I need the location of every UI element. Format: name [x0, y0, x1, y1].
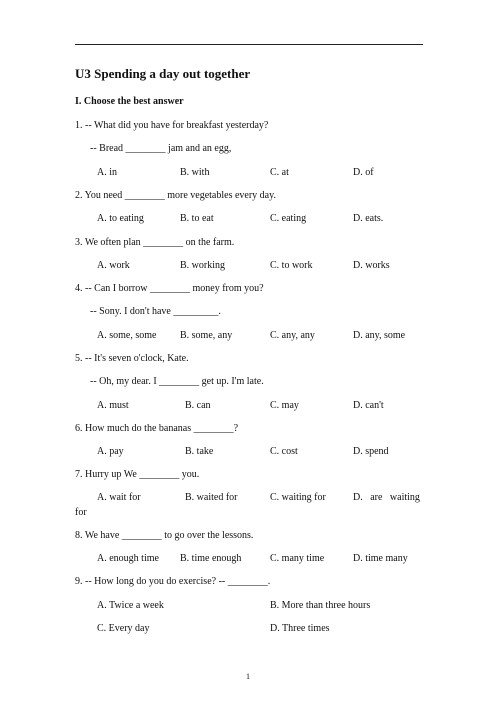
question-7: 7. Hurry up We ________ you.: [75, 469, 200, 480]
q9-option-b: B. More than three hours: [270, 600, 371, 611]
q5-option-a: A. must: [97, 400, 129, 411]
question-6: 6. How much do the bananas ________?: [75, 423, 239, 434]
header-rule: [75, 44, 423, 45]
q7-option-d: D. are waiting: [353, 492, 420, 503]
q6-option-d: D. spend: [353, 446, 389, 457]
q4-option-c: C. any, any: [270, 330, 315, 341]
q6-option-b: B. take: [185, 446, 214, 457]
q8-option-b: B. time enough: [180, 553, 242, 564]
q3-option-d: D. works: [353, 260, 390, 271]
question-4: 4. -- Can I borrow ________ money from you?: [75, 283, 264, 294]
q3-option-b: B. working: [180, 260, 225, 271]
q7-option-a: A. wait for: [97, 492, 141, 503]
question-8: 8. We have ________ to go over the lessons.: [75, 530, 254, 541]
q4-option-b: B. some, any: [180, 330, 233, 341]
q1-option-b: B. with: [180, 167, 210, 178]
q5-option-c: C. may: [270, 400, 299, 411]
q3-option-a: A. work: [97, 260, 130, 271]
q2-option-c: C. eating: [270, 213, 307, 224]
question-9: 9. -- How long do you do exercise? -- ________.: [75, 576, 271, 587]
q8-option-c: C. many time: [270, 553, 325, 564]
q9-option-d: D. Three times: [270, 623, 330, 634]
q6-option-a: A. pay: [97, 446, 124, 457]
q4-option-a: A. some, some: [97, 330, 157, 341]
page-number: 1: [246, 672, 250, 681]
q9-option-a: A. Twice a week: [97, 600, 164, 611]
q2-option-b: B. to eat: [180, 213, 214, 224]
q7-option-b: B. waited for: [185, 492, 238, 503]
question-1-dialogue: -- Bread ________ jam and an egg,: [90, 143, 232, 154]
question-3: 3. We often plan ________ on the farm.: [75, 237, 235, 248]
section-heading: I. Choose the best answer: [75, 96, 184, 107]
q1-option-a: A. in: [97, 167, 117, 178]
question-2: 2. You need ________ more vegetables every day.: [75, 190, 276, 201]
q4-option-d: D. any, some: [353, 330, 406, 341]
q7-option-c: C. waiting for: [270, 492, 326, 503]
q2-option-d: D. eats.: [353, 213, 384, 224]
question-5-dialogue: -- Oh, my dear. I ________ get up. I'm late.: [90, 376, 264, 387]
q3-option-c: C. to work: [270, 260, 313, 271]
q8-option-d: D. time many: [353, 553, 408, 564]
question-4-dialogue: -- Sony. I don't have _________.: [90, 306, 221, 317]
question-5: 5. -- It's seven o'clock, Kate.: [75, 353, 189, 364]
q5-option-d: D. can't: [353, 400, 384, 411]
q1-option-d: D. of: [353, 167, 374, 178]
q5-option-b: B. can: [185, 400, 211, 411]
q9-option-c: C. Every day: [97, 623, 150, 634]
q6-option-c: C. cost: [270, 446, 298, 457]
question-1: 1. -- What did you have for breakfast yesterday?: [75, 120, 269, 131]
q1-option-c: C. at: [270, 167, 289, 178]
q8-option-a: A. enough time: [97, 553, 159, 564]
q7-option-d-wrap: for: [75, 507, 87, 518]
page-title: U3 Spending a day out together: [75, 66, 251, 81]
q2-option-a: A. to eating: [97, 213, 144, 224]
